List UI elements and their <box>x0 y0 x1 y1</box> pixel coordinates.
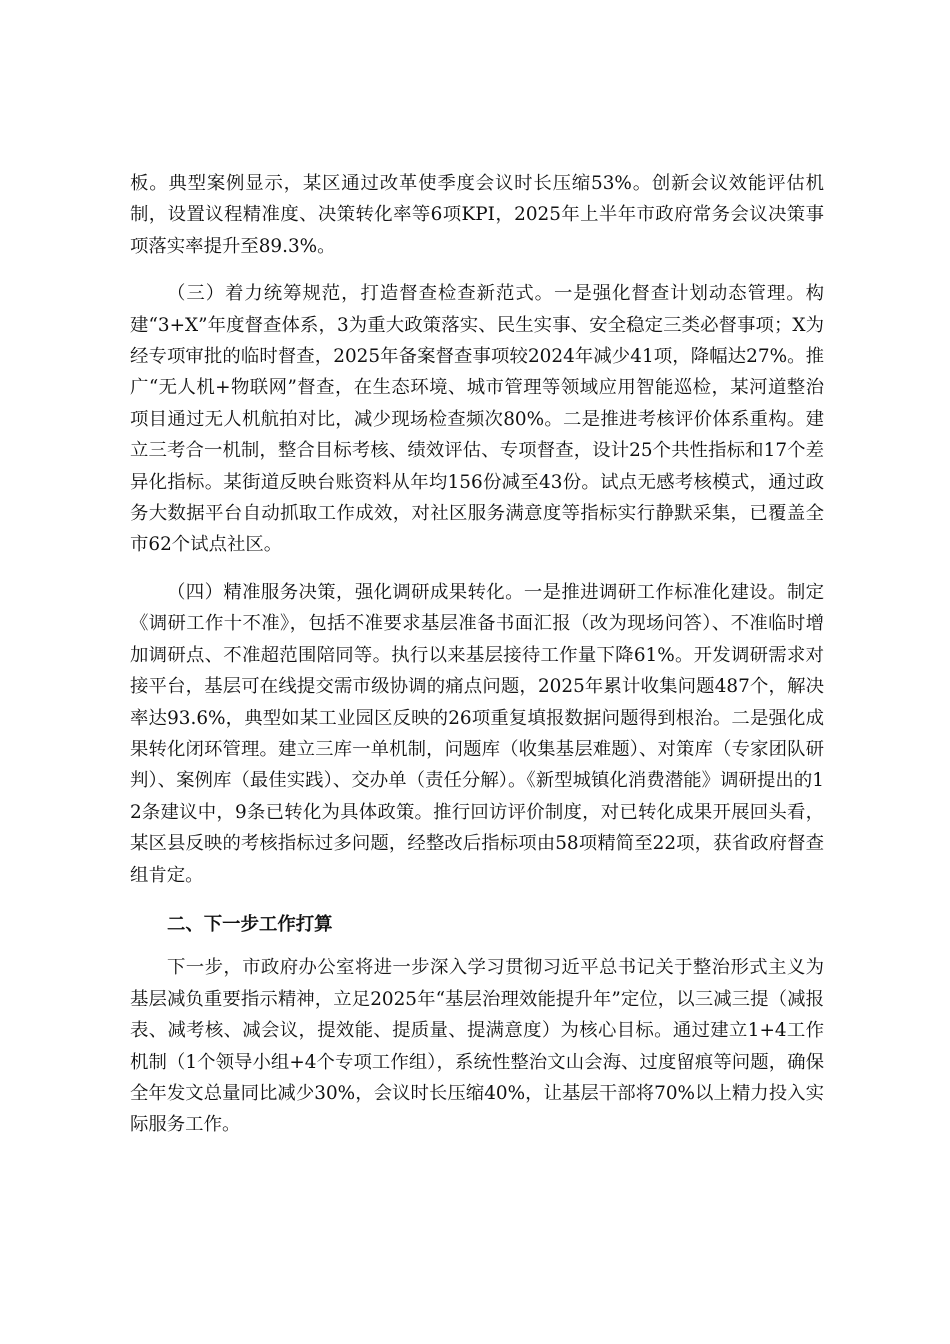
paragraph-next-steps: 下一步，市政府办公室将进一步深入学习贯彻习近平总书记关于整治形式主义为基层减负重要指示精神，立足2025年“基层治理效能提升年”定位，以三减三提（减报表、减考核、减会议，提效能、提质量、提满意度）为核心目标。通过建立1+4工作机制（1个领导小组+4个专项工作组），系统性整治文山会海、过度留痕等问题，确保全年发文总量同比减少30%，会议时长压缩40%，让基层干部将70%以上精力投入实际服务工作。 <box>130 957 824 1136</box>
section-heading-next-steps: 二、下一步工作打算 <box>167 913 333 935</box>
paragraph-section-four: （四）精准服务决策，强化调研成果转化。一是推进调研工作标准化建设。制定《调研工作十不准》，包括不准要求基层准备书面汇报（改为现场问答）、不准临时增加调研点、不准超范围陪同等。执行以来基层接待工作量下降61%。开发调研需求对接平台，基层可在线提交需市级协调的痛点问题，2025年累计收集问题487个，解决率达93.6%，典型如某工业园区反映的26项重复填报数据问题得到根治。二是强化成果转化闭环管理。建立三库一单机制，问题库（收集基层难题）、对策库（专家团队研判）、案例库（最佳实践）、交办单（责任分解）。《新型城镇化消费潜能》调研提出的12条建议中，9条已转化为具体政策。推行回访评价制度，对已转化成果开展回头看，某区县反映的考核指标过多问题，经整改后指标项由58项精简至22项，获省政府督查组肯定。 <box>130 581 824 886</box>
paragraph-continued: 板。典型案例显示，某区通过改革使季度会议时长压缩53%。创新会议效能评估机制，设置议程精准度、决策转化率等6项KPI，2025年上半年市政府常务会议决策事项落实率提升至89.3%。 <box>130 173 824 257</box>
document-page <box>130 168 824 1141</box>
paragraph-section-three: （三）着力统筹规范，打造督查检查新范式。一是强化督查计划动态管理。构建“3+X”年度督查体系，3为重大政策落实、民生实事、安全稳定三类必督事项；X为经专项审批的临时督查，2025年备案督查事项较2024年减少41项，降幅达27%。推广“无人机+物联网”督查，在生态环境、城市管理等领域应用智能巡检，某河道整治项目通过无人机航拍对比，减少现场检查频次80%。二是推进考核评价体系重构。建立三考合一机制，整合目标考核、绩效评估、专项督查，设计25个共性指标和17个差异化指标。某街道反映台账资料从年均156份减至43份。试点无感考核模式，通过政务大数据平台自动抓取工作成效，对社区服务满意度等指标实行静默采集，已覆盖全市62个试点社区。 <box>130 283 824 556</box>
